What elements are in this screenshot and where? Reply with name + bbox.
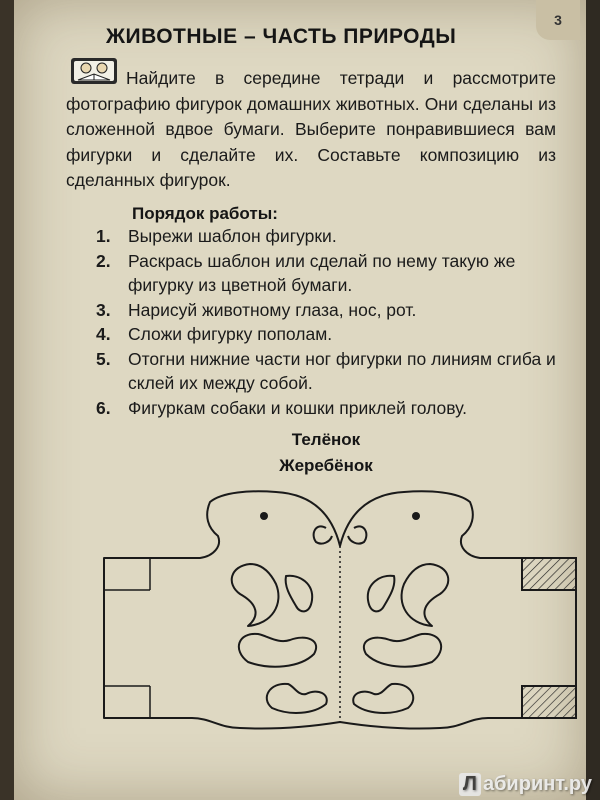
animal-cutout-template: [100, 484, 580, 754]
textbook-page: [14, 0, 586, 800]
right-eye-mark: [412, 512, 420, 520]
book-spine-edge: [0, 0, 14, 800]
list-item: 5. Отогни нижние части ног фигурки по линиям сгиба и склей их между собой.: [96, 348, 556, 393]
template-caption-calf: Телёнок: [291, 430, 361, 449]
list-item: 6. Фигуркам собаки и кошки приклей голову.: [96, 397, 467, 418]
left-eye-mark: [260, 512, 268, 520]
page-title: ЖИВОТНЫЕ – ЧАСТЬ ПРИРОДЫ: [106, 25, 457, 48]
template-caption-foal: Жеребёнок: [279, 456, 373, 475]
list-item: 3. Нарисуй животному глаза, нос, рот.: [96, 299, 417, 320]
page-right-edge: [586, 0, 600, 800]
list-item: 4. Сложи фигурку пополам.: [96, 324, 333, 344]
page-number: 3: [536, 0, 580, 40]
watermark-logo: Л абиринт.ру: [459, 773, 592, 796]
steps-list: [96, 224, 566, 420]
list-item: 2. Раскрась шаблон или сделай по нему такую же фигурку из цветной бумаги.: [96, 250, 516, 295]
intro-paragraph: Найдите в середине тетради и рассмотрите фотографию фигурок домашних животных. Они сделаны из сложенной вдвое бумаги. Выберите понравившиеся вам фигурки и сделайте их. Составьте композицию из сделанных фигурок.: [66, 68, 556, 190]
procedure-heading: Порядок работы:: [132, 204, 278, 223]
list-item: 1. Вырежи шаблон фигурки.: [96, 226, 337, 246]
